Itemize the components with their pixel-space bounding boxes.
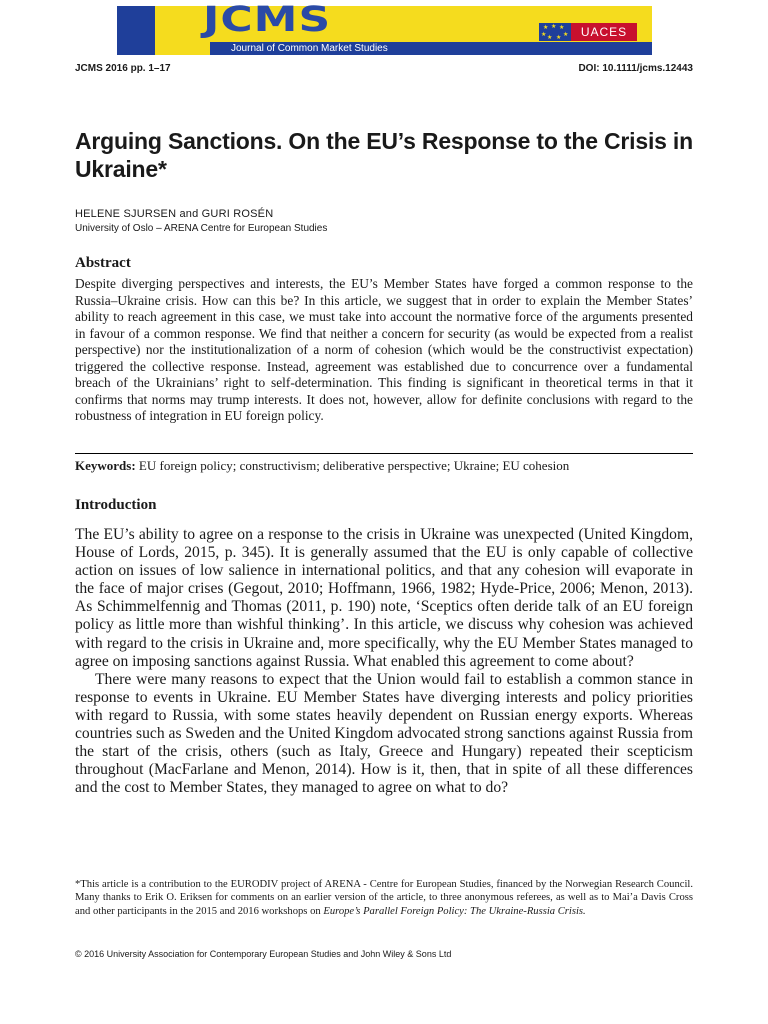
footnote-text: *This article is a contribution to the EURODIV project of ARENA - Centre for European Studies, financed by the Norwegian Research Council. Many thanks to Erik O. Eriksen for comments on an earlier version of the article, to three anonymous referees, as well as to Mai’a Davis Cross and other participants in the 2015 and 2016 workshops on bbox=[75, 879, 693, 917]
affiliation: University of Oslo – ARENA Centre for European Studies bbox=[75, 223, 328, 234]
authors: HELENE SJURSEN and GURI ROSÉN bbox=[75, 208, 274, 220]
paragraph: The EU’s ability to agree on a response to the crisis in Ukraine was unexpected (United Kingdom, House of Lords, 2015, p. 345). It is generally assumed that the EU is only capable of collective action on issues of low salience in international politics, and that any cohesion will evaporate in the face of major crises (Gegout, 2010; Hoffmann, 1966, 1982; Hyde-Price, 2006; Menon, 2013). As Schimmelfennig and Thomas (2011, p. 190) note, ‘Sceptics often deride talk of an EU foreign policy as little more than wishful thinking’. In this article, we discuss why cohesion was achieved with regard to the crisis in Ukraine and, more specifically, why the EU Member States managed to agree on imposing sanctions against Russia. What enabled this agreement to come about? bbox=[75, 526, 693, 670]
keywords-divider bbox=[75, 453, 693, 454]
journal-citation: JCMS 2016 pp. 1–17 bbox=[75, 63, 171, 74]
copyright: © 2016 University Association for Contemporary European Studies and John Wiley & Sons Ltd bbox=[75, 949, 452, 959]
keywords-label: Keywords: bbox=[75, 458, 136, 473]
paragraph: There were many reasons to expect that the Union would fail to establish a common stance in response to events in Ukraine. EU Member States have diverging interests and policy priorities with regard to Russia, with some states heavily dependent on Russian energy exports. Whereas countries such as Sweden and the United Kingdom advocated strong sanctions against Russia from the start of the crisis, others (such as Italy, Greece and Hungary) repeated their scepticism throughout (MacFarlane and Menon, 2014). How is it, then, that in spite of all these differences and the cost to Member States, they managed to agree on what to do? bbox=[75, 670, 693, 797]
footnote-workshop-title: Europe’s Parallel Foreign Policy: The Ukraine-Russia Crisis. bbox=[323, 905, 586, 917]
doi: DOI: 10.1111/jcms.12443 bbox=[578, 63, 693, 74]
article-title: Arguing Sanctions. On the EU’s Response to the Crisis in Ukraine* bbox=[75, 128, 693, 182]
keywords-list: EU foreign policy; constructivism; deliberative perspective; Ukraine; EU cohesion bbox=[138, 458, 570, 473]
eu-flag-icon: ★ ★ ★ ★ ★ ★ ★ bbox=[539, 23, 571, 41]
abstract-text: Despite diverging perspectives and interests, the EU’s Member States have forged a common response to the Russia–Ukraine crisis. How can this be? In this article, we suggest that in order to explain the Member States’ ability to reach agreement in this case, we must take into account the normative force of the arguments presented in favour of a common response. We find that neither a concern for security (as would be expected from a realist perspective) nor the institutionalization of a norm of cohesion (which would be the constructivist expectation) triggered the collective response. Instead, agreement was established due to concurrence over a fundamental breach of the Ukrainians’ right to self-determination. This finding is significant in theoretical terms in that it confirms that norms may trump interests. It does not, however, allow for definite conclusions with regard to the robustness of integration in EU foreign policy. bbox=[75, 276, 693, 423]
introduction-heading: Introduction bbox=[75, 497, 157, 513]
keywords bbox=[75, 458, 693, 474]
journal-logo: JCMS bbox=[203, 0, 332, 40]
journal-banner bbox=[117, 0, 652, 55]
partner-logo: UACES bbox=[571, 23, 637, 41]
introduction-body bbox=[75, 526, 693, 797]
abstract-heading: Abstract bbox=[75, 255, 131, 271]
banner-blue-block bbox=[117, 6, 155, 55]
journal-subtitle: Journal of Common Market Studies bbox=[231, 43, 388, 54]
footnote bbox=[75, 878, 693, 918]
